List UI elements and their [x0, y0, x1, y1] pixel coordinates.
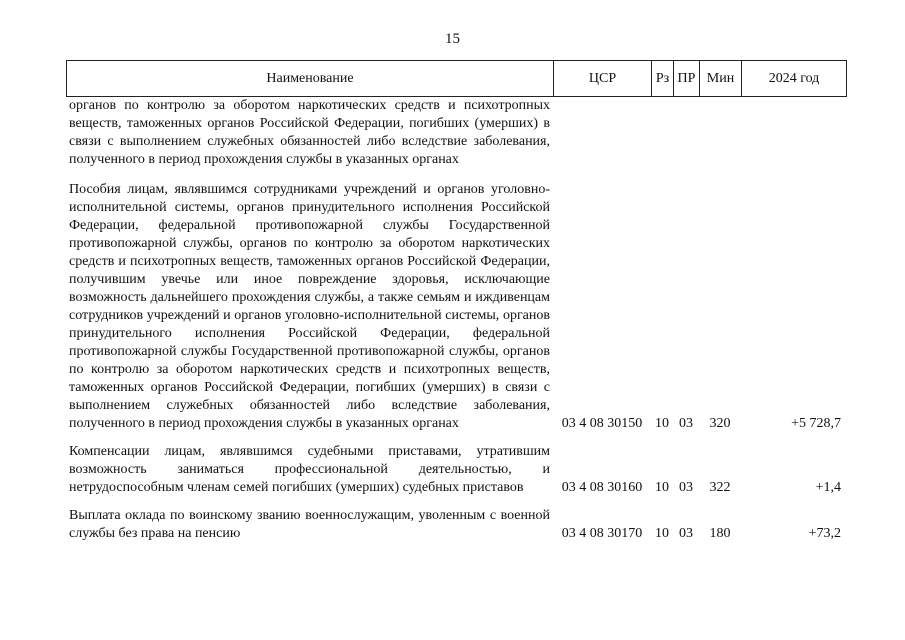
row-amount: +5 728,7	[791, 416, 841, 431]
row-amount: +1,4	[815, 480, 841, 495]
row-pr: 03	[679, 416, 693, 431]
table-row	[66, 181, 847, 433]
row-rz: 10	[655, 526, 669, 541]
row-min: 180	[709, 526, 731, 541]
row-amount: +73,2	[808, 526, 841, 541]
row-name: Компенсации лицам, являвшимся судебными приставами, утратившим возможность заниматься профессиональной деятельностью, и нетрудоспособным членам семей погибших (умерших) судебных приставов	[69, 444, 550, 495]
table-body	[66, 97, 847, 553]
row-min: 320	[709, 416, 731, 431]
row-name: Выплата оклада по воинскому званию военнослужащим, уволенным с военной службы без права на пенсию	[69, 508, 550, 541]
table-row	[66, 97, 847, 169]
row-name: Пособия лицам, являвшимся сотрудниками учреждений и органов уголовно-исполнительной системы, органов принудительного исполнения Российской Федерации, федеральной противопожарной службы Государственной противопожарной службы, органов по контролю за оборотом наркотических средств и психотропных веществ, таможенных органов Российской Федерации, получившим увечье или иное повреждение здоровья, исключающие возможность дальнейшего прохождения службы, а также семьям и иждивенцам сотрудников учреждений и органов уголовно-исполнительной системы, органов принудительного исполнения Российской Федерации, федеральной противопожарной службы Государственной противопожарной службы, органов по контролю за оборотом наркотических средств и психотропных веществ, таможенных органов Российской Федерации, погибших (умерших) в связи с выполнением служебных обязанностей либо вследствие заболевания, полученного в период прохождения службы в указанных органах	[69, 182, 550, 431]
header-pr: ПР	[674, 61, 700, 96]
row-csr: 03 4 08 30150	[561, 416, 643, 431]
header-min: Мин	[700, 61, 742, 96]
row-csr: 03 4 08 30160	[561, 480, 643, 495]
table-header	[66, 60, 847, 97]
row-min: 322	[709, 480, 731, 495]
row-rz: 10	[655, 416, 669, 431]
table-row	[66, 507, 847, 543]
row-rz: 10	[655, 480, 669, 495]
header-year: 2024 год	[768, 70, 820, 86]
row-csr: 03 4 08 30170	[561, 526, 643, 541]
header-name: Наименование	[67, 61, 554, 96]
row-pr: 03	[679, 526, 693, 541]
header-csr: ЦСР	[554, 61, 652, 96]
table-row	[66, 443, 847, 497]
row-pr: 03	[679, 480, 693, 495]
header-rz: Рз	[652, 61, 674, 96]
page-number: 15	[445, 31, 460, 47]
row-name: органов по контролю за оборотом наркотических средств и психотропных веществ, таможенных органов Российской Федерации, погибших (умерших) в связи с выполнением служебных обязанностей либо вследствие заболевания, полученного в период прохождения службы в указанных органах	[69, 98, 550, 167]
